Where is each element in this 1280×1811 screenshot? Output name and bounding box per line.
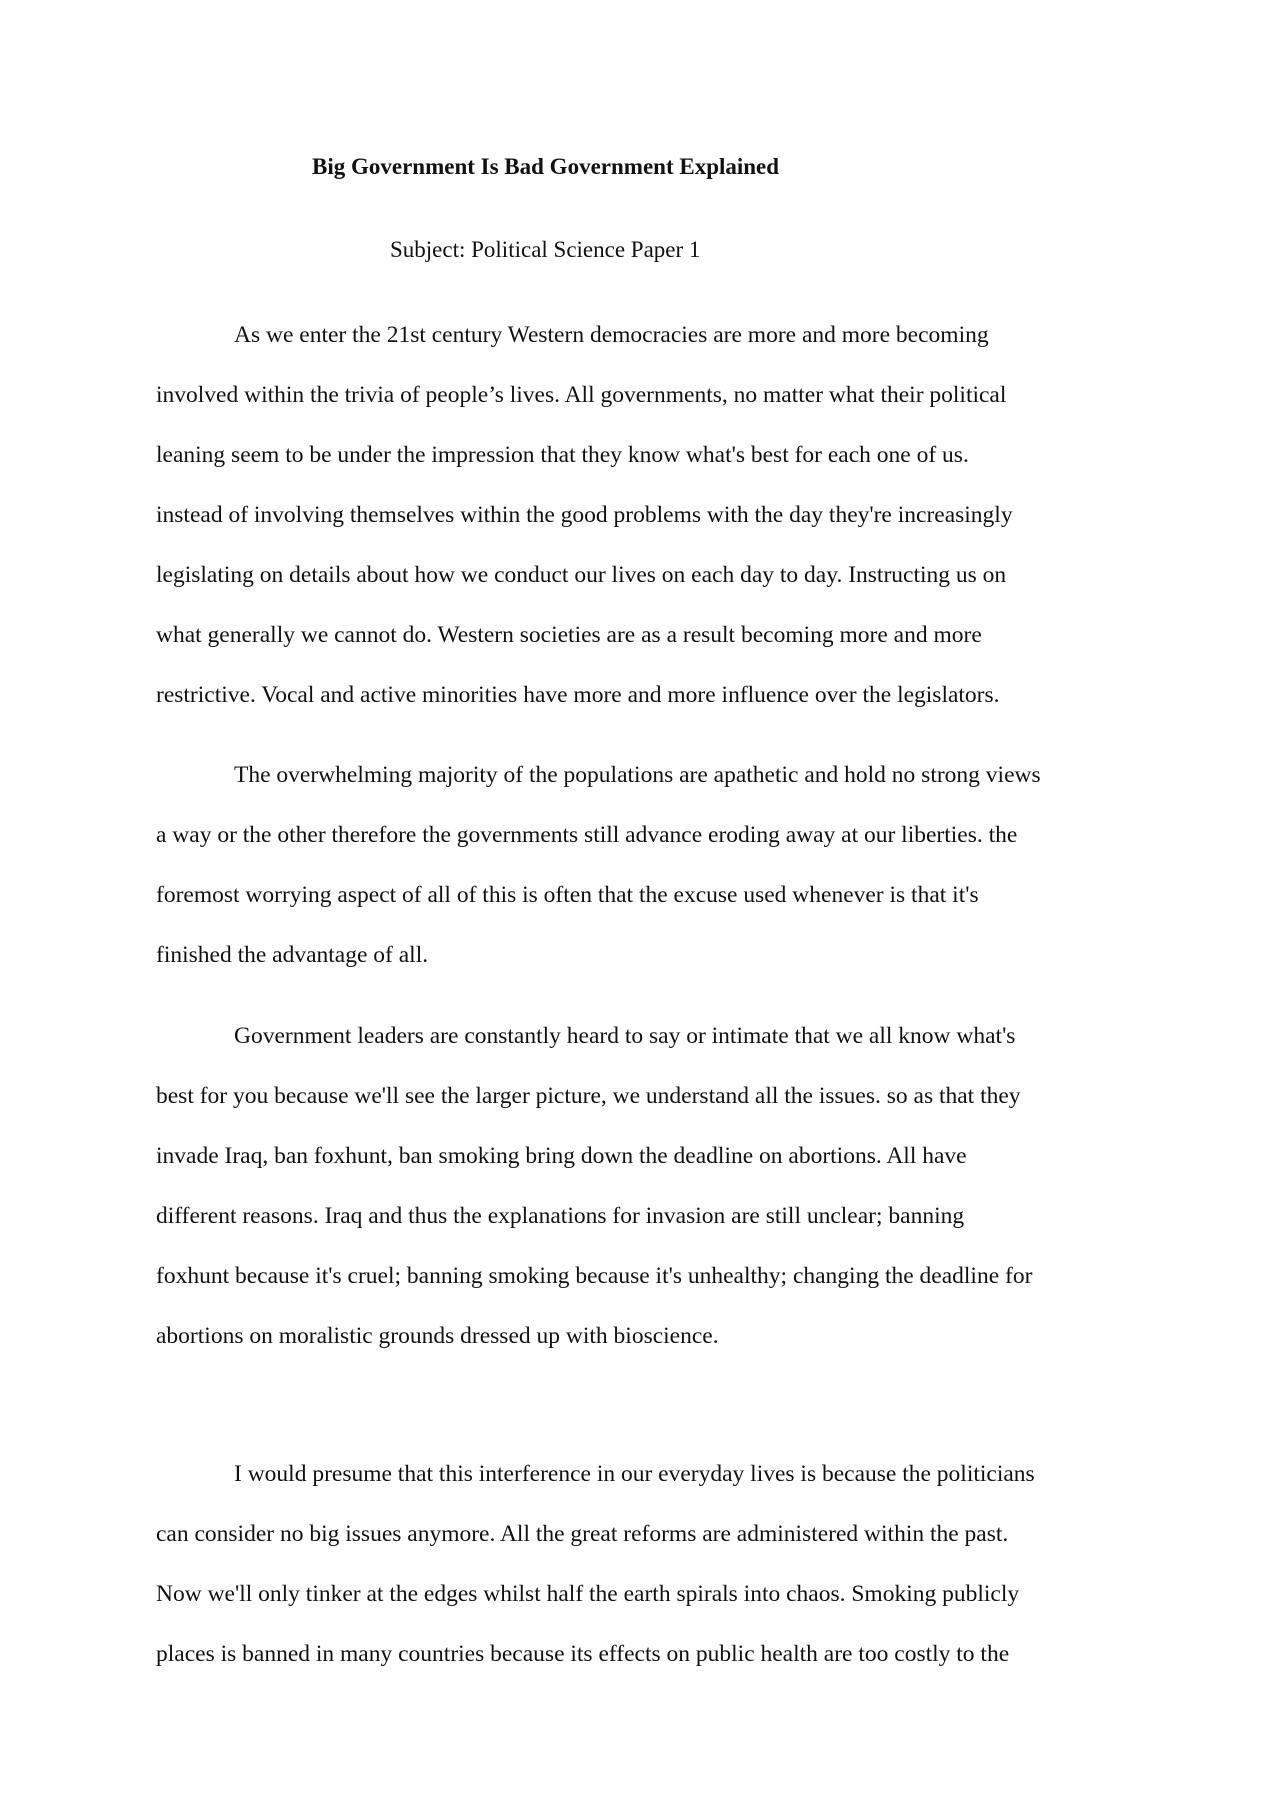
paragraph-line: best for you because we'll see the larger picture, we understand all the issues. so as that they [156, 1083, 1021, 1109]
paragraph-line: I would presume that this interference in our everyday lives is because the politicians [234, 1461, 1035, 1487]
paragraph-line: foxhunt because it's cruel; banning smoking because it's unhealthy; changing the deadline for [156, 1263, 1033, 1289]
paragraph-line: instead of involving themselves within the good problems with the day they're increasingly [156, 502, 1013, 528]
paragraph-line: abortions on moralistic grounds dressed up with bioscience. [156, 1323, 719, 1349]
paragraph-line: places is banned in many countries because its effects on public health are too costly to the [156, 1641, 1010, 1667]
paragraph-line: As we enter the 21st century Western democracies are more and more becoming [234, 322, 989, 348]
paragraph-line: invade Iraq, ban foxhunt, ban smoking bring down the deadline on abortions. All have [156, 1143, 967, 1169]
paragraph-line: Now we'll only tinker at the edges whilst half the earth spirals into chaos. Smoking publicly [156, 1581, 1020, 1607]
document-subject: Subject: Political Science Paper 1 [390, 237, 701, 262]
paragraph-line: what generally we cannot do. Western societies are as a result becoming more and more [156, 622, 982, 648]
paragraph-line: finished the advantage of all. [156, 942, 429, 968]
paragraph-line: can consider no big issues anymore. All the great reforms are administered within the past. [156, 1521, 1009, 1547]
paragraph-2 [156, 745, 1041, 985]
paragraph-1 [156, 305, 1013, 725]
paragraph-4 [156, 1444, 1035, 1684]
paragraph-line: restrictive. Vocal and active minorities have more and more influence over the legislators. [156, 682, 1000, 708]
paragraph-line: legislating on details about how we conduct our lives on each day to day. Instructing us on [156, 562, 1007, 588]
paragraph-line: involved within the trivia of people’s lives. All governments, no matter what their political [156, 382, 1007, 408]
paragraph-3 [156, 1006, 1032, 1366]
document-title: Big Government Is Bad Government Explained [312, 154, 780, 179]
paragraph-line: different reasons. Iraq and thus the explanations for invasion are still unclear; banning [156, 1203, 965, 1229]
paragraph-line: leaning seem to be under the impression that they know what's best for each one of us. [156, 442, 969, 468]
paragraph-line: foremost worrying aspect of all of this is often that the excuse used whenever is that it's [156, 882, 979, 908]
paragraph-line: The overwhelming majority of the populations are apathetic and hold no strong views [234, 762, 1041, 788]
paragraph-line: a way or the other therefore the governments still advance eroding away at our liberties. the [156, 822, 1018, 848]
paragraph-line: Government leaders are constantly heard to say or intimate that we all know what's [234, 1023, 1016, 1049]
